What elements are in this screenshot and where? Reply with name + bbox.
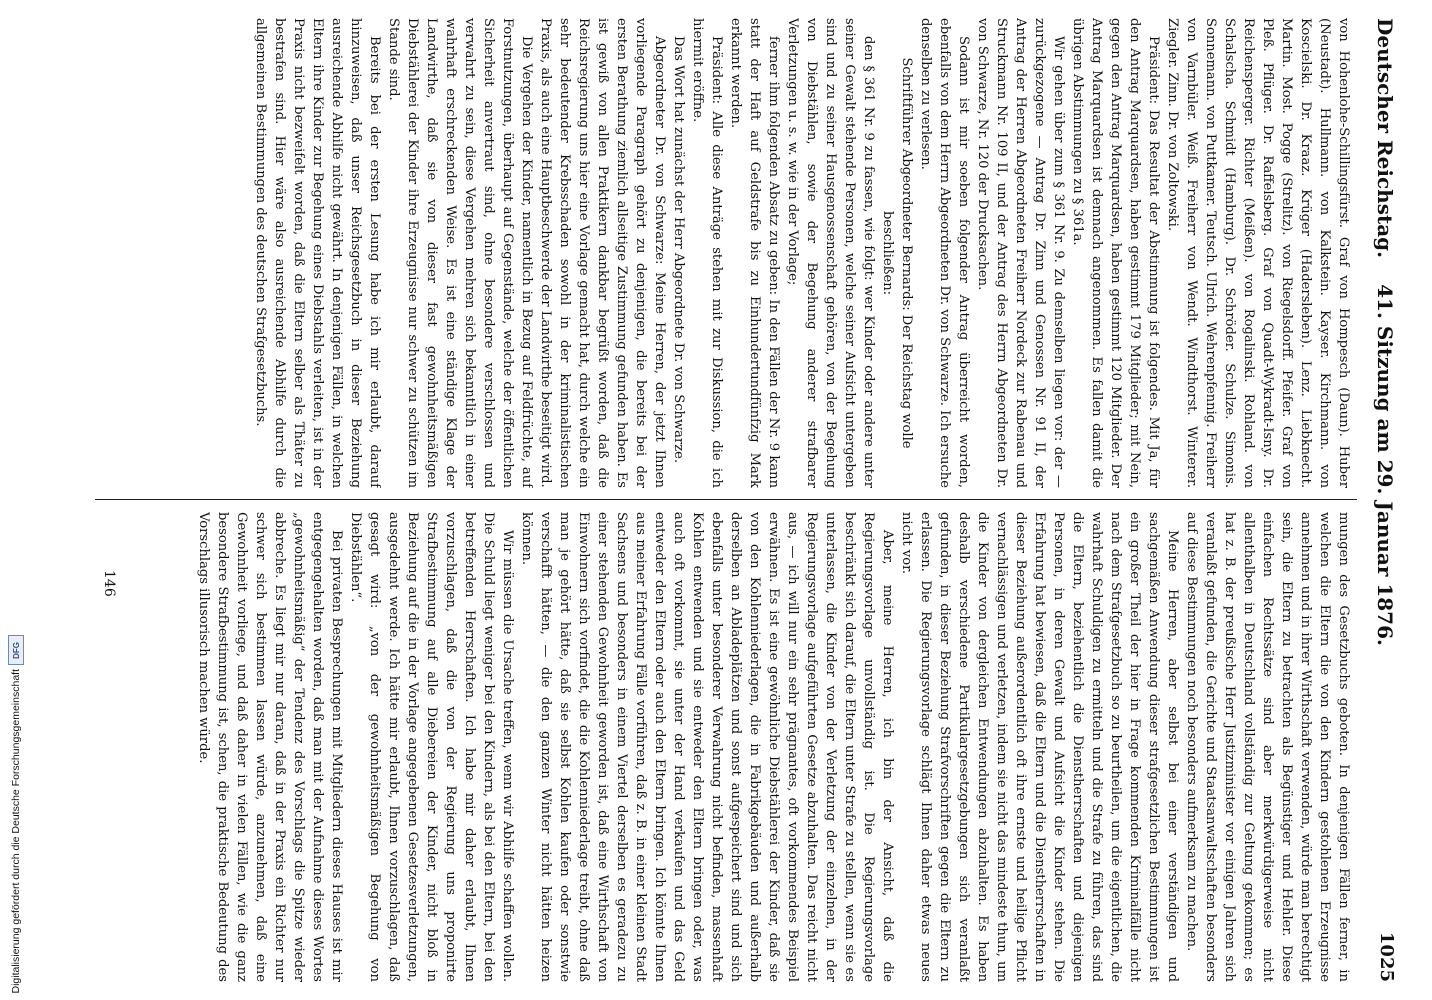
column-divider: [95, 499, 1357, 500]
signature-number: 146: [101, 570, 117, 597]
dfg-logo-text: DFG: [11, 642, 21, 659]
right-column: [98, 512, 1353, 982]
credit-text: Digitalisierung gefördert durch die Deutsche Forschungsgemeinschaft: [10, 669, 22, 994]
session-title: 41. Sitzung am 29. Januar 1876.: [1373, 284, 1397, 646]
digitization-credit: [6, 0, 26, 1000]
left-column: [98, 18, 1353, 488]
paragraph: den § 361 Nr. 9 zu fassen, wie folgt: wer Kinder oder andere unter seiner Gewalt stehende Personen, welche seiner Aufsicht untergeben sind und zu seiner Hausgenossenschaft gehören, von der Begehung von Diebstählen, sowie der Begehung anderer strafbarer Verletzungen u. s. w. wie in der Vorlage;: [785, 18, 876, 488]
paragraph: Abgeordneter Dr. von Schwarze: Meine Herren, der jetzt Ihnen vorliegende Paragraph gehört zu denjenigen, die bereits bei der ersten Berathung ziemlich allseitige Zustimmung gefunden haben. Es ist gewiß von allen Praktikern dankbar begrüßt worden, daß die Reichsregierung uns hier eine Vorlage gemacht hat, durch welche ein sehr bedeutender Krebsschaden sowohl in der kriminalistischen Praxis, als auch eine Hauptbeschwerde der Landwirthe beseitigt wird.: [538, 18, 667, 488]
paragraph: ferner ihm folgenden Absatz zu geben: In den Fällen der Nr. 9 kann statt der Haft auf Geldstrafe bis zu Einhundertundfünfzig Mark erkannt werden.: [728, 18, 781, 488]
document-page: [80, 0, 1405, 1000]
paragraph: Wir müssen die Ursache treffen, wenn wir Abhilfe schaffen wollen. Die Schuld liegt weniger bei den Kindern, als bei den Eltern, bei den betreffenden Herrschaften. Ich habe mir daher erlaubt, Ihnen vorzuschlagen, daß die von der Regierung uns proponirte Strafbestimmung auf alle Diebereien der Kinder, nicht bloß in Beziehung auf die in der Vorlage angegebenen Gesetzesverletzungen, ausgedehnt werde. Ich hätte mir erlaubt, Ihnen vorzuschlagen, daß gesagt wird: „von der gewohnheitsmäßigen Begehung von Diebstählen“.: [348, 512, 515, 982]
page-header: [1357, 18, 1397, 982]
member-list: von Hohenlohe-Schillingsfürst. Graf von Hompesch (Daun). Huber (Neustadt). Hullmann. von Kalkstein. Kayser. Kirchmann. von Koscielski. Dr. Kraaz. Krüger (Hadersleben). Lenz. Liebknecht. Martin. Most. Pogge (Strelitz). von Riegelsdorff. Pfeifer. Graf von Pleß. Pflüger. Dr. Raffelsberg. Graf von Quadt-Wykradt-Isny. Dr. Reichensperger. Richter (Meißen). von Rogalinski. Rohland. von Schalscha. Schmidt (Hamburg). Dr. Schröder. Schulze. Simonis. Sonnemann. von Puttkamer. Teutsch. Ulrich. Wehrenpfennig. Freiherr von Varnbüler. Weiß. Freiherr von Wendt. Windthorst. Winterer. Ziegler. Zinn. Dr. von Zoltowski.: [1165, 18, 1351, 488]
paragraph: Das Wort hat zunächst der Herr Abgeordnete Dr. von Schwarze.: [671, 36, 686, 464]
paragraph: Meine Herren, aber selbst bei einer verständigen und sachgemäßen Anwendung dieser strafgesetzlichen Bestimmungen ist ein großer Theil der hier in Frage kommenden Kriminalfälle nicht nach dem Strafgesetzbuch so zu beurtheilen, um die eigentlichen, die wahrhaft Schuldigen zu ermitteln und die Strafe zu führen, das sind die Eltern, beziehentlich die Dienstherrschaften und diejenigen Personen, in deren Gewalt und Aufsicht die Kinder stehen. Die Erfahrung hat bewiesen, daß die Eltern und die Dienstherrschaften in dieser Beziehung außerordentlich oft ihre ernste und heilige Pflicht vernachlässigen und verletzen, indem sie nicht das mindeste thun, um die Kinder von dergleichen Entwendungen abzuhalten. Es haben deshalb verschiedene Partikulargesetzgebungen sich veranlaßt gefunden, in dieser Beziehung Strafvorschriften gegen die Eltern zu erlassen. Die Regierungsvorlage schlägt Ihnen daher etwas neues nicht vor.: [899, 512, 1180, 982]
dfg-logo: [8, 635, 24, 665]
paragraph: Bereits bei der ersten Lesung habe ich mir erlaubt, darauf hinzuweisen, daß unser Reichsgesetzbuch in dieser Beziehung ausreichende Abhilfe nicht gewährt. In denjenigen Fällen, in welchen Eltern ihre Kinder zur Begehung eines Diebstahls verleiten, ist in der Praxis nicht bezweifelt worden, daß die Eltern selber als Thäter zu bestrafen sind. Hier wäre also ausreichende Abhilfe durch die allgemeinen Bestimmungen des deutschen Strafgesetzbuchs.: [253, 18, 382, 488]
paragraph: Die Vergehen der Kinder, namentlich in Bezug auf Feldfrüchte, auf Forstnutzungen, überhaupt auf Gegenstände, welche der öffentlichen Sicherheit anvertraut sind, ohne besondere verschlossen und verwahrt zu sein, diese Vergehen mehren sich bekanntlich in einer wahrhaft erschreckenden Weise. Es ist eine ständige Klage der Landwirthe, daß sie von dieser fast gewohnheitsmäßigen Diebstählerei der Kinder ihre Erzeugnisse nur schwer zu schützen im Stande sind.: [386, 18, 534, 488]
paragraph: Wir gehen über zum § 361 Nr. 9. Zu demselben liegen vor: der — zurückgezogene — Antrag Dr. Zinn und Genossen Nr. 91 II, der Antrag der Herren Abgeordneten Freiherr Nordeck zur Rabenau und Struckmann Nr. 109 II, und der Antrag des Herrn Abgeordneten Dr. von Schwarze, Nr. 120 der Drucksachen.: [975, 18, 1066, 488]
paragraph: Bei privaten Besprechungen mit Mitgliedern dieses Hauses ist mir entgegengehalten worden, daß man mit der Aufnahme dieses Wortes „gewohnheitsmäßig“ der Tendenz des Vorschlags die Spitze wieder abbreche. Es liegt mir nur daran, daß in der Praxis ein Richter nur schwer sich bestimmen lassen würde, anzunehmen, daß eine Gewohnheit vorliege, und daß daher in vielen Fällen, wie die ganz besondere Strafbestimmung ist, schen, die praktische Bedeutung des Vorschlags illusorisch machen würde.: [196, 512, 344, 982]
paragraph: Aber, meine Herren, ich bin der Ansicht, daß die Regierungsvorlage unvollständig ist. Die Regierungsvorlage beschränkt sich darauf, die Eltern unter Strafe zu stellen, wenn sie es unterlassen, die Kinder von der Verletzung der einzelnen, in der Regierungsvorlage aufgeführten Gesetze abzuhalten. Das reicht nicht aus, — ich will nur ein sehr prägnantes, oft vorkommendes Beispiel erwähnen. Es ist eine gewöhnliche Diebstählerei der Kinder, daß sie von den Kohlenniederlagen, die in Fabrikgebäuden und außerhalb derselben an Abladeplätzen und sonst aufgespeichert sind und sich ebenfalls unter besonderer Verwahrung nicht befinden, massenhaft Kohlen entwenden und sie entweder den Eltern bringen oder, was auch oft vorkommt, sie unter der Hand verkaufen und das Geld entweder den Eltern oder auch den Eltern bringen. Ich könnte Ihnen aus meiner Erfahrung Fälle vorführen, daß z. B. in einer kleinen Stadt Sachsens und besonders in einem Viertel derselben es geradezu zu einer stehenden Gewohnheit geworden ist, daß eine Wirthschaft von Einwohnern sich vorfindet, die die Kohlenniederlage treibt, ohne daß man je gehört hätte, daß sie selbst Kohlen kaufen oder sonstwie verschafft hätten, — die den ganzen Winter nicht hätten heizen können.: [519, 512, 895, 982]
publication-title: Deutscher Reichstag.: [1373, 18, 1397, 259]
paragraph: Schriftführer Abgeordneter Bernards: Der Reichstag wolle beschließen:: [880, 57, 914, 449]
paragraph: Sodann ist mir soeben folgender Antrag überreicht worden, ebenfalls von dem Herrn Abgeordneten Dr. von Schwarze. Ich ersuche denselben zu verlesen.: [918, 18, 971, 488]
paragraph: Präsident: Das Resultat der Abstimmung ist folgendes. Mit Ja, für den Antrag Marquardsen, haben gestimmt 179 Mitglieder; mit Nein, gegen den Antrag Marquardsen, haben gestimmt 120 Mitglieder. Der Antrag Marquardsen ist demnach angenommen. Es fallen damit die übrigen Abstimmungen zu § 361a.: [1070, 18, 1161, 488]
paragraph: mungen des Gesetzbuchs geboten. In denjenigen Fällen ferner, in welchen die Eltern die von den Kindern gestohlenen Erzeugnisse annehmen und in ihrer Wirthschaft verwenden, würde man berechtigt sein, die Eltern zu betrachten als Begünstiger und Hehler. Diese einfachen Rechtssätze sind aber merkwürdigerweise nicht allenthalben in Deutschland vollständig zur Geltung gekommen; es hat z. B. der preußische Herr Justizminister vor einigen Jahren sich veranlaßt gefunden, die Gerichte und Staatsanwaltschaften besonders auf diese Bestimmungen noch besonders aufmerksam zu machen.: [1184, 512, 1351, 982]
paragraph: Präsident: Alle diese Anträge stehen mit zur Diskussion, die ich hiermit eröffne.: [690, 18, 724, 488]
page-number: 1025: [1376, 931, 1397, 982]
